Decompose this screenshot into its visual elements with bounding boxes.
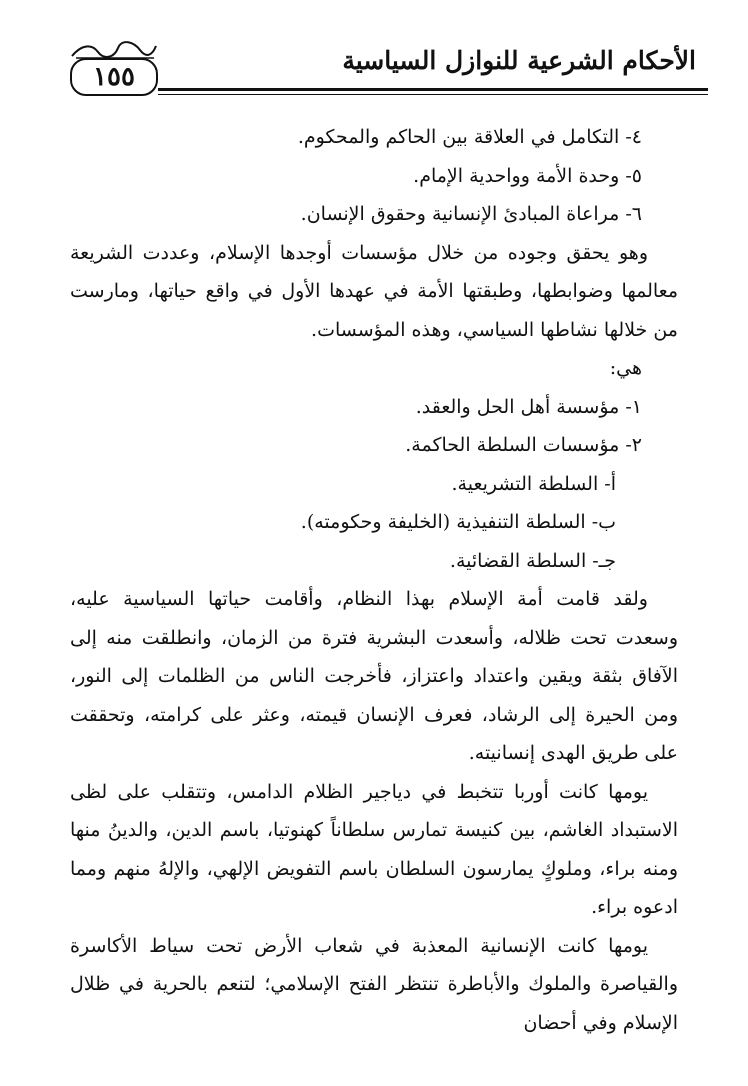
header-rule-thick [158, 88, 708, 91]
list-item: ٢- مؤسسات السلطة الحاكمة. [405, 434, 642, 456]
paragraph: وهو يحقق وجوده من خلال مؤسسات أوجدها الإسلام، وعددت الشريعة معالمها وضوابطها، وطبقتها الأمة في عهدها الأول في واقع حياتها، ومارست من خلالها نشاطها السياسي، وهذه المؤسسات. [70, 241, 678, 341]
intro-word: هي: [609, 357, 642, 379]
page-number: ١٥٥ [93, 62, 135, 92]
sub-list-item: جـ- السلطة القضائية. [449, 549, 616, 572]
list-item: ٥- وحدة الأمة وواحدية الإمام. [413, 164, 642, 187]
paragraph: ولقد قامت أمة الإسلام بهذا النظام، وأقامت حياتها السياسية عليه، وسعدت تحت ظلاله، وأسعدت البشرية فترة من الزمان، وانطلقت منه إلى الآفاق بثقة ويقين واعتداد واعتزاز، فأخرجت الناس من الظلمات إلى النور، ومن الحيرة إلى الرشاد، فعرف الإنسان قيمته، وعثر على كرامته، وتحققت على طريق الهدى إنسانيته. [70, 588, 678, 764]
list-item: ٦- مراعاة المبادئ الإنسانية وحقوق الإنسان. [300, 203, 642, 225]
ornament-icon [68, 38, 160, 60]
sub-list-item: ب- السلطة التنفيذية (الخليفة وحكومته). [300, 511, 616, 533]
paragraph: يومها كانت أوربا تتخبط في دياجير الظلام الدامس، وتتقلب على لظى الاستبداد الغاشم، بين كنيسة تمارس سلطاناً كهنوتيا، باسم الدين، والدينُ منها ومنه براء، وملوكٍ يمارسون السلطان باسم التفويض الإلهي، والإلهُ منهم ومما ادعوه براء. [70, 780, 678, 918]
page-number-frame [70, 58, 158, 96]
running-title: الأحكام الشرعية للنوازل السياسية [342, 46, 696, 75]
list-item: ٤- التكامل في العلاقة بين الحاكم والمحكوم. [297, 126, 642, 148]
page-header [40, 38, 708, 100]
sub-list-item: أ- السلطة التشريعية. [451, 472, 616, 495]
page-body [70, 118, 678, 1042]
paragraph: يومها كانت الإنسانية المعذبة في شعاب الأرض تحت سياط الأكاسرة والقياصرة والملوك والأباطرة تنتظر الفتح الإسلامي؛ لتنعم بالحرية في ظلال الإسلام وفي أحضان [70, 934, 678, 1034]
list-item: ١- مؤسسة أهل الحل والعقد. [415, 395, 642, 418]
header-rule-thin [158, 94, 708, 95]
